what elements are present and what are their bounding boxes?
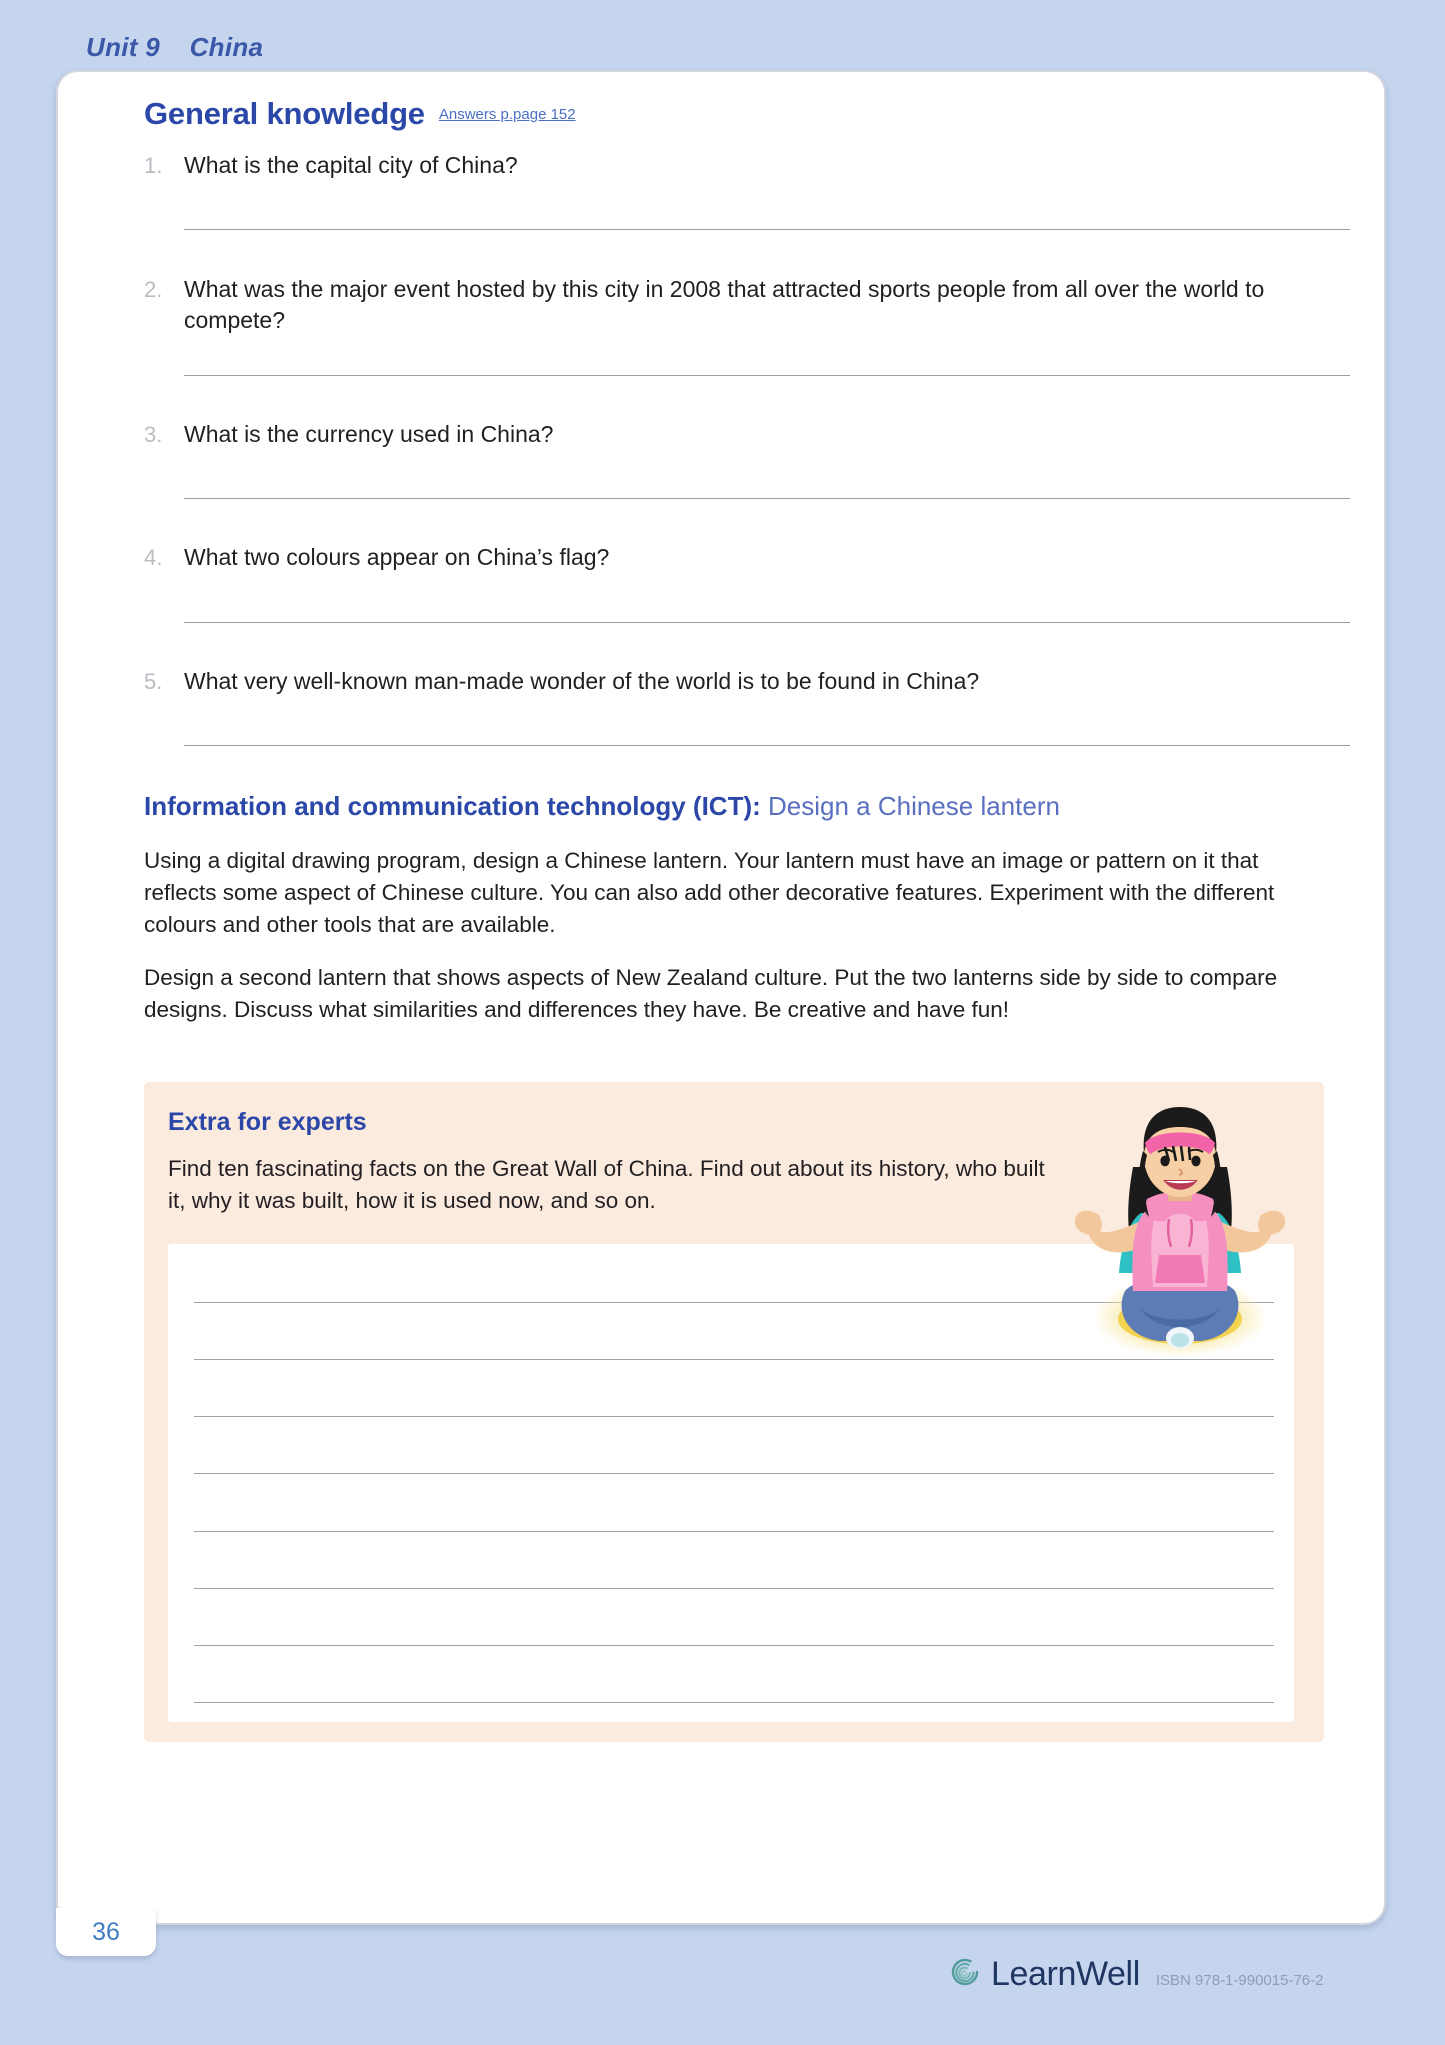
writing-line[interactable]: [194, 1473, 1274, 1474]
question-item: [144, 150, 1354, 230]
writing-line[interactable]: [194, 1416, 1274, 1417]
answers-link[interactable]: Answers p.page 152: [438, 106, 576, 123]
question-row: [144, 150, 1354, 180]
running-head-topic: China: [189, 32, 264, 62]
question-row: [144, 419, 1354, 449]
extra-for-experts-box: [144, 1082, 1324, 1742]
question-text: What was the major event hosted by this city in 2008 that attracted sports people from all over the world to compete?: [184, 276, 1265, 333]
isbn-text: ISBN 978-1-990015-76-2: [1155, 1972, 1324, 1989]
writing-line[interactable]: [194, 1645, 1274, 1646]
answer-line[interactable]: [184, 498, 1350, 499]
writing-line[interactable]: [194, 1588, 1274, 1589]
ict-heading-task: Design a Chinese lantern: [760, 791, 1060, 822]
page-number: 36: [92, 1917, 120, 1946]
answer-line[interactable]: [184, 229, 1350, 230]
brand-name: LearnWell: [991, 1955, 1140, 1993]
worksheet-page-card: [56, 70, 1386, 1925]
question-item: [144, 666, 1354, 746]
question-list: [144, 150, 1354, 746]
answer-line[interactable]: [184, 375, 1350, 376]
writing-line[interactable]: [194, 1702, 1274, 1703]
writing-line[interactable]: [194, 1302, 1274, 1303]
writing-panel[interactable]: [168, 1244, 1294, 1722]
answer-line[interactable]: [184, 622, 1350, 623]
question-text: What two colours appear on China’s flag?: [184, 544, 610, 571]
ict-heading-label: Information and communication technology (ICT):: [144, 791, 761, 822]
writing-line[interactable]: [194, 1531, 1274, 1532]
question-text: What is the capital city of China?: [184, 152, 518, 178]
question-row: [144, 542, 1354, 572]
running-head-unit: Unit 9: [86, 32, 161, 62]
writing-line[interactable]: [194, 1359, 1274, 1360]
footer-brand: [945, 1952, 1323, 1997]
question-number: 2.: [144, 277, 163, 303]
ict-heading: [144, 790, 1354, 823]
question-item: [144, 274, 1354, 376]
running-head: [86, 32, 263, 63]
general-knowledge-header: [144, 96, 1354, 132]
question-item: [144, 419, 1354, 499]
ict-paragraph-1: Using a digital drawing program, design a Chinese lantern. Your lantern must have an image or pattern on it that reflects some aspect of Chinese culture. You can also add other decorative features. Experiment with the different colours and other tools that are available.: [144, 847, 1275, 937]
question-number: 4.: [144, 545, 163, 571]
extra-title: Extra for experts: [168, 1108, 367, 1137]
question-text: What very well-known man-made wonder of the world is to be found in China?: [184, 667, 980, 694]
question-item: [144, 542, 1354, 622]
question-row: [144, 666, 1354, 696]
question-number: 3.: [144, 422, 163, 448]
ict-paragraph-2: Design a second lantern that shows aspects of New Zealand culture. Put the two lanterns side by side to compare designs. Discuss what similarities and differences they have. Be creative and have fun!: [144, 965, 1278, 1023]
question-number: 1.: [144, 153, 163, 178]
page-number-tab: [56, 1908, 156, 1956]
extra-text: Find ten fascinating facts on the Great Wall of China. Find out about its history, who built it, why it was built, how it is used now, and so on.: [168, 1156, 1045, 1213]
question-number: 5.: [144, 668, 163, 694]
section-title: General knowledge: [144, 96, 425, 131]
learnwell-spiral-icon: [945, 1952, 985, 1997]
page-content: [88, 96, 1354, 1742]
question-row: [144, 274, 1354, 335]
answer-line[interactable]: [184, 745, 1350, 746]
question-text: What is the currency used in China?: [184, 421, 554, 448]
